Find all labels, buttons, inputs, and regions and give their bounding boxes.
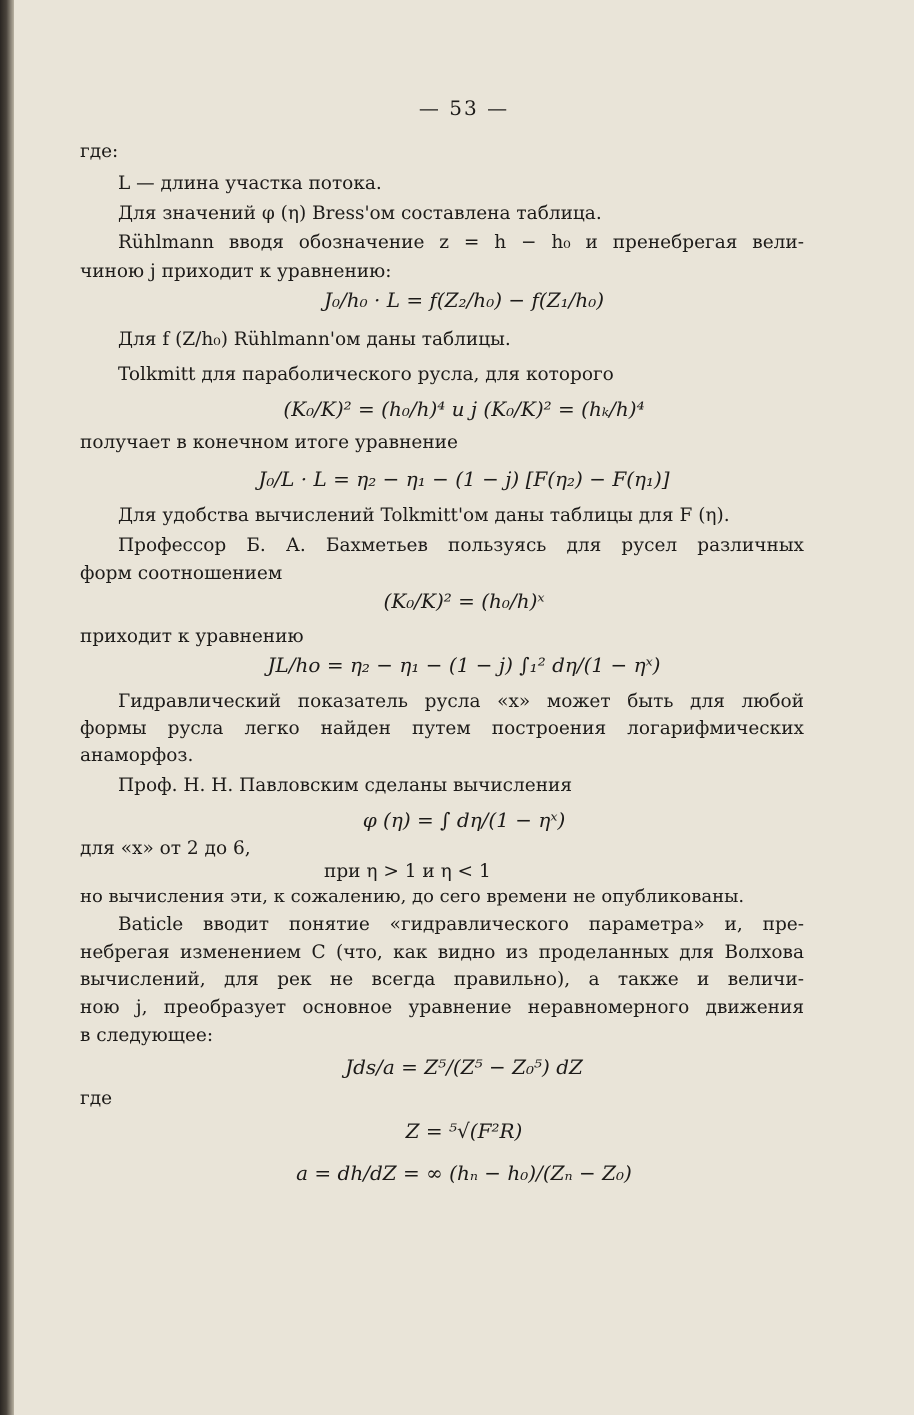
book-spine-shadow	[0, 0, 14, 1415]
formula: φ (η) = ∫ dη/(1 − ηˣ)	[362, 808, 566, 832]
text-line: ною j, преобразует основное уравнение неравномерного движения	[80, 997, 804, 1018]
text-line: Профессор Б. А. Бахметьев пользуясь для русел различных	[118, 535, 804, 556]
text-line: получает в конечном итоге уравнение	[80, 432, 458, 453]
text-line: но вычисления эти, к сожалению, до сего времени не опубликованы.	[80, 886, 745, 907]
scanned-page	[14, 0, 914, 1415]
text-line: анаморфоз.	[80, 745, 194, 766]
text-line: в следующее:	[80, 1025, 214, 1046]
formula: J₀/L · L = η₂ − η₁ − (1 − j) [F(η₂) − F(η₁)]	[258, 467, 670, 491]
text-line: небрегая изменением C (что, как видно из проделанных для Волхова	[80, 942, 804, 963]
formula: Jds/a = Z⁵/(Z⁵ − Z₀⁵) dZ	[345, 1055, 583, 1079]
text-line: чиною j приходит к уравнению:	[80, 261, 392, 282]
text-line: Гидравлический показатель русла «x» может быть для любой	[118, 691, 804, 712]
formula: a = dh/dZ = ∞ (hₙ − h₀)/(Zₙ − Z₀)	[296, 1161, 632, 1185]
text-line: Rühlmann вводя обозначение z = h − h₀ и пренебрегая вели-	[118, 232, 804, 253]
text-line: для «x» от 2 до 6,	[80, 838, 251, 859]
text-line: Tolkmitt для параболического русла, для которого	[118, 364, 614, 385]
formula: Z = ⁵√(F²R)	[405, 1119, 523, 1143]
text-line: форм соотношением	[80, 563, 283, 584]
formula: (K₀/K)² = (h₀/h)⁴ и j (K₀/K)² = (hₖ/h)⁴	[283, 397, 645, 421]
formula: JL/ho = η₂ − η₁ − (1 − j) ∫₁² dη/(1 − ηˣ)	[267, 653, 661, 677]
text-line: Для значений φ (η) Bress'ом составлена таблица.	[118, 203, 602, 224]
formula: J₀/h₀ · L = f(Z₂/h₀) − f(Z₁/h₀)	[323, 288, 605, 312]
text-line: Проф. Н. Н. Павловским сделаны вычисления	[118, 775, 573, 796]
text-line: Baticle вводит понятие «гидравлического параметра» и, пре-	[118, 914, 804, 935]
text-line: при η > 1 и η < 1	[324, 861, 491, 882]
page-number: — 53 —	[418, 96, 510, 120]
text-line: приходит к уравнению	[80, 626, 304, 647]
text-line: где:	[80, 141, 119, 162]
text-line: где	[80, 1088, 113, 1109]
text-line: формы русла легко найден путем построения логарифмических	[80, 718, 804, 739]
text-line: L — длина участка потока.	[118, 173, 382, 194]
text-line: Для удобства вычислений Tolkmitt'ом даны таблицы для F (η).	[118, 505, 730, 526]
text-line: Для f (Z/h₀) Rühlmann'ом даны таблицы.	[118, 329, 511, 350]
formula: (K₀/K)² = (h₀/h)ˣ	[383, 589, 545, 613]
text-line: вычислений, для рек не всегда правильно), а также и величи-	[80, 969, 804, 990]
